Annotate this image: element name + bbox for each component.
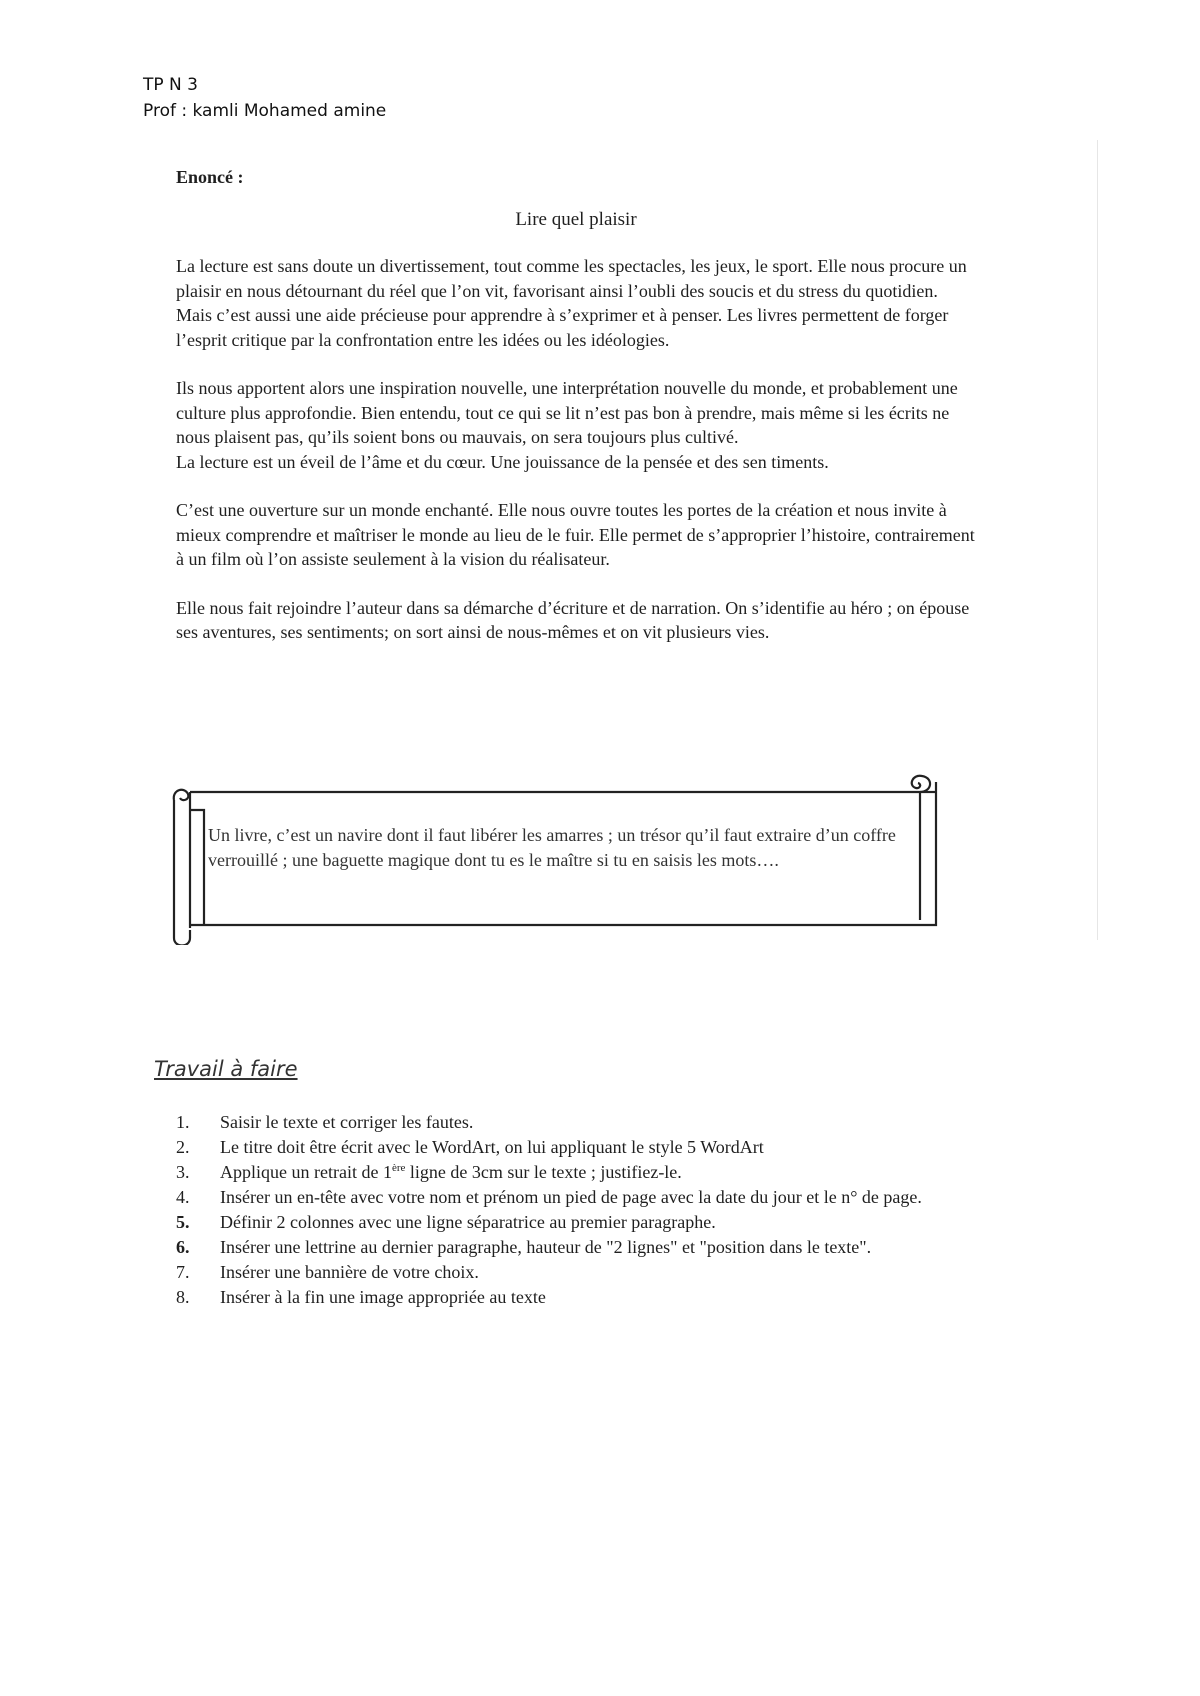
- list-item: [176, 1185, 986, 1210]
- task-text: [220, 1160, 986, 1185]
- task-text: Insérer une lettrine au dernier paragraphe, hauteur de "2 lignes" et "position dans le texte".: [220, 1237, 872, 1257]
- task-list: [176, 1110, 986, 1310]
- task-text: Insérer un en-tête avec votre nom et prénom un pied de page avec la date du jour et le n° de page.: [220, 1187, 922, 1207]
- task-number: 3.: [176, 1162, 190, 1182]
- page-header: [143, 72, 386, 124]
- paragraph-2: Ils nous apportent alors une inspiration nouvelle, une interprétation nouvelle du monde, et probablement une culture plus approfondie. Bien entendu, tout ce qui se lit n’est pas bon à prendre, mais même si les écrits ne nous plaisent pas, qu’ils soient bons ou mauvais, on sera toujours plus cultivé.: [176, 378, 958, 447]
- list-item: [176, 1260, 986, 1285]
- tp-number: TP N 3: [143, 75, 198, 95]
- statement-section: [176, 165, 976, 645]
- task-number: 2.: [176, 1137, 190, 1157]
- paragraph-1: La lecture est sans doute un divertissement, tout comme les spectacles, les jeux, le sport. Elle nous procure un plaisir en nous détournant du réel que l’on vit, favorisant ainsi l’oubli des soucis et du stress du quotidien. Mais c’est aussi une aide précieuse pour apprendre à s’exprimer et à penser. Les livres permettent de forger l’esprit critique par la confrontation entre les idées ou les idéologies.: [176, 256, 967, 350]
- list-item: [176, 1135, 986, 1160]
- task-text-sup: ère: [391, 1162, 406, 1174]
- list-item: [176, 1110, 986, 1135]
- paragraph-4: C’est une ouverture sur un monde enchanté. Elle nous ouvre toutes les portes de la création et nous invite à mieux comprendre et maîtriser le monde au lieu de le fuir. Elle permet de s’approprier l’histoire, contrairement à un film où l’on assiste seulement à la vision du réalisateur.: [176, 500, 975, 569]
- scan-edge-line: [1097, 140, 1098, 940]
- travail-heading: Travail à faire: [154, 1057, 298, 1081]
- text-title: Lire quel plaisir: [515, 208, 637, 230]
- prof-name: Prof : kamli Mohamed amine: [143, 101, 387, 121]
- task-number: 6.: [176, 1237, 190, 1257]
- paragraph-gap: [176, 572, 976, 596]
- task-text: Définir 2 colonnes avec une ligne séparatrice au premier paragraphe.: [220, 1212, 716, 1232]
- task-text: Insérer à la fin une image appropriée au texte: [220, 1287, 546, 1307]
- task-number: 8.: [176, 1287, 190, 1307]
- list-item: [176, 1235, 986, 1260]
- task-number: 5.: [176, 1212, 190, 1232]
- list-item: [176, 1210, 986, 1235]
- task-text-pre: Applique un retrait de 1: [220, 1162, 392, 1182]
- list-item: [176, 1285, 986, 1310]
- task-text: Saisir le texte et corriger les fautes.: [220, 1112, 474, 1132]
- task-number: 1.: [176, 1112, 190, 1132]
- paragraph-gap: [176, 474, 976, 498]
- quote-text: Un livre, c’est un navire dont il faut libérer les amarres ; un trésor qu’il faut extraire d’un coffre verrouillé ; une baguette magique dont tu es le maître si tu en saisis les mots….: [208, 825, 896, 870]
- enonce-label: Enoncé :: [176, 167, 244, 187]
- task-text-post: ligne de 3cm sur le texte ; justifiez-le.: [405, 1162, 682, 1182]
- paragraph-gap: [176, 352, 976, 376]
- task-number: 4.: [176, 1187, 190, 1207]
- task-text: Insérer une bannière de votre choix.: [220, 1262, 479, 1282]
- paragraph-5: Elle nous fait rejoindre l’auteur dans sa démarche d’écriture et de narration. On s’identifie au héro ; on épouse ses aventures, ses sentiments; on sort ainsi de nous-mêmes et on vit plusieurs vies.: [176, 597, 970, 642]
- task-number: 7.: [176, 1262, 190, 1282]
- paragraph-3: La lecture est un éveil de l’âme et du cœur. Une jouissance de la pensée et des sen timents.: [176, 451, 829, 472]
- list-item: [176, 1160, 986, 1185]
- task-text: Le titre doit être écrit avec le WordArt, on lui appliquant le style 5 WordArt: [220, 1137, 764, 1157]
- scroll-banner: [168, 770, 938, 945]
